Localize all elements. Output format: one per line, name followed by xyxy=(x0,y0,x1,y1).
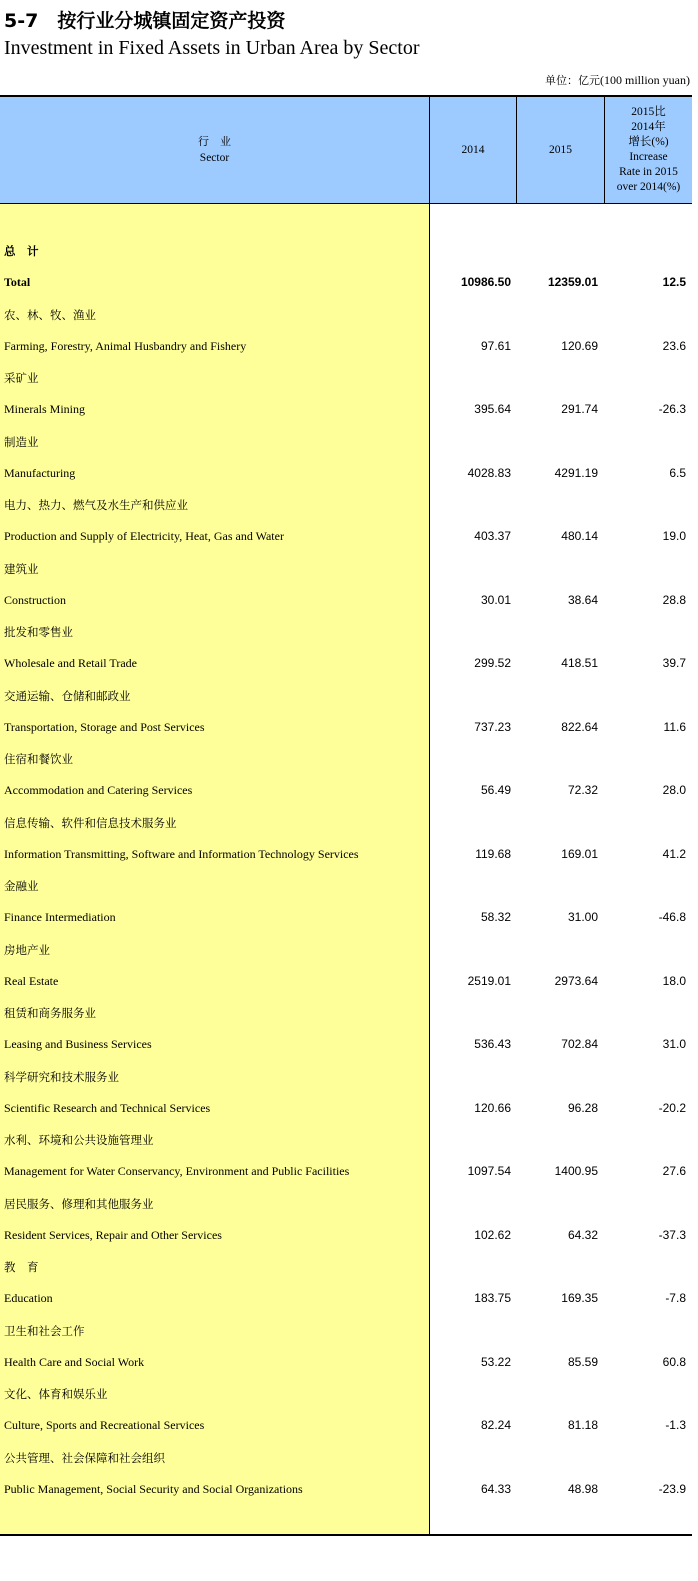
value-2014: 119.68 xyxy=(475,846,511,861)
value-2015: 72.32 xyxy=(567,783,598,797)
value-2015: 418.51 xyxy=(561,656,598,670)
sector-label-cn: 房地产业 xyxy=(4,942,50,957)
sector-label-en: Management for Water Conservancy, Environment and Public Facilities xyxy=(4,1164,350,1178)
value-2014: 82.24 xyxy=(480,1418,511,1432)
sector-label-cn: 信息传输、软件和信息技术服务业 xyxy=(4,815,177,830)
table-row xyxy=(0,844,692,866)
value-2014: 120.66 xyxy=(474,1100,511,1115)
value-2014: 536.43 xyxy=(474,1037,511,1051)
table-row xyxy=(0,463,692,485)
sector-label-cn: 文化、体育和娱乐业 xyxy=(4,1387,108,1401)
increase-rate: -46.8 xyxy=(658,910,686,924)
increase-rate: -37.3 xyxy=(658,1227,686,1242)
header-sector-cn: 行 业 xyxy=(198,135,231,148)
sector-row-cn xyxy=(0,1256,692,1278)
sector-label-cn: 电力、热力、燃气及水生产和供应业 xyxy=(4,498,188,512)
value-2015: 81.18 xyxy=(567,1418,598,1432)
value-2014: 395.64 xyxy=(474,402,511,416)
table-row xyxy=(0,399,692,421)
page-title-en: Investment in Fixed Assets in Urban Area by Sector xyxy=(4,37,420,59)
value-2015: 4291.19 xyxy=(554,465,598,480)
increase-rate: 60.8 xyxy=(662,1354,686,1369)
sector-row-cn xyxy=(0,875,692,897)
value-2015: 96.28 xyxy=(567,1100,598,1115)
increase-rate: -1.3 xyxy=(665,1418,686,1432)
table-row xyxy=(0,780,692,802)
increase-rate: 11.6 xyxy=(663,719,686,734)
table-row xyxy=(0,1034,692,1056)
sector-row-cn xyxy=(0,621,692,643)
table-row xyxy=(0,1098,692,1120)
sector-label-en: Minerals Mining xyxy=(4,402,85,416)
table-bottom-border xyxy=(0,1534,692,1536)
value-2014: 299.52 xyxy=(474,656,511,670)
value-2014: 2519.01 xyxy=(467,973,511,988)
increase-rate: 27.6 xyxy=(662,1164,686,1178)
sector-row-cn xyxy=(0,240,692,262)
increase-rate: 6.5 xyxy=(669,465,686,480)
sector-row-cn xyxy=(0,1383,692,1405)
unit-label-cn: 单位：亿元 xyxy=(545,74,600,87)
value-2014: 1097.54 xyxy=(467,1164,511,1178)
header-2014 xyxy=(430,97,516,203)
sector-row-cn xyxy=(0,1320,692,1342)
increase-rate: -23.9 xyxy=(658,1481,686,1496)
value-2015: 120.69 xyxy=(561,338,598,353)
value-2015: 48.98 xyxy=(567,1481,598,1496)
sector-label-cn: 制造业 xyxy=(4,434,39,449)
increase-rate: -7.8 xyxy=(665,1291,686,1305)
table-row xyxy=(0,1161,692,1183)
increase-rate: 18.0 xyxy=(662,973,686,988)
value-2014: 4028.83 xyxy=(467,465,511,480)
increase-rate: 28.8 xyxy=(662,592,686,607)
sector-row-cn xyxy=(0,1066,692,1088)
value-2014: 403.37 xyxy=(474,529,511,543)
table-row xyxy=(0,336,692,358)
sector-label-cn: 交通运输、仓储和邮政业 xyxy=(4,688,131,703)
sector-label-en: Leasing and Business Services xyxy=(4,1037,152,1051)
value-2015: 31.00 xyxy=(567,910,598,924)
value-2015: 291.74 xyxy=(561,402,598,416)
table-row xyxy=(0,717,692,739)
increase-rate: -20.2 xyxy=(658,1100,686,1115)
sector-label-cn: 采矿业 xyxy=(4,371,39,385)
value-2014: 737.23 xyxy=(474,719,511,734)
sector-row-cn xyxy=(0,939,692,961)
header-rate-line: 2015比 xyxy=(631,106,666,118)
sector-label-cn: 教 育 xyxy=(4,1260,39,1274)
sector-row-cn xyxy=(0,1002,692,1024)
value-2014: 30.01 xyxy=(480,592,511,607)
sector-label-en: Total xyxy=(4,275,31,289)
table-row xyxy=(0,1479,692,1501)
sector-row-cn xyxy=(0,494,692,516)
increase-rate: 12.5 xyxy=(662,275,686,289)
value-2014: 183.75 xyxy=(474,1291,511,1305)
sector-label-en: Finance Intermediation xyxy=(4,910,116,924)
increase-rate: 41.2 xyxy=(662,846,686,861)
table-row xyxy=(0,1225,692,1247)
header-rate xyxy=(605,97,692,203)
sector-row-cn xyxy=(0,1447,692,1469)
sector-label-en: Manufacturing xyxy=(4,465,76,480)
sector-row-cn xyxy=(0,431,692,453)
sector-row-cn xyxy=(0,812,692,834)
increase-rate: 31.0 xyxy=(662,1037,686,1051)
header-bottom-border xyxy=(0,203,692,204)
header-2015-label: 2015 xyxy=(549,144,572,156)
header-sector xyxy=(0,97,429,203)
increase-rate: 23.6 xyxy=(662,338,686,353)
sector-label-en: Production and Supply of Electricity, Heat, Gas and Water xyxy=(4,529,284,543)
value-2015: 2973.64 xyxy=(554,973,598,988)
sector-label-en: Information Transmitting, Software and Information Technology Services xyxy=(4,846,359,861)
sector-row-cn xyxy=(0,1129,692,1151)
value-2015: 85.59 xyxy=(567,1354,598,1369)
header-rate-line: 2014年 xyxy=(631,121,666,133)
increase-rate: -26.3 xyxy=(658,402,686,416)
sector-row-cn xyxy=(0,558,692,580)
sector-label-en: Culture, Sports and Recreational Services xyxy=(4,1418,205,1432)
increase-rate: 28.0 xyxy=(662,783,686,797)
sector-label-en: Education xyxy=(4,1291,53,1305)
value-2015: 1400.95 xyxy=(554,1164,598,1178)
header-rate-line: Increase xyxy=(629,151,668,163)
sector-label-en: Real Estate xyxy=(4,973,59,988)
sector-label-cn: 公共管理、社会保障和社会组织 xyxy=(4,1450,165,1465)
increase-rate: 19.0 xyxy=(662,529,686,543)
sector-label-cn: 居民服务、修理和其他服务业 xyxy=(4,1196,154,1211)
value-2014: 58.32 xyxy=(480,910,511,924)
value-2015: 169.35 xyxy=(561,1291,598,1305)
table-row xyxy=(0,590,692,612)
unit-label xyxy=(545,72,690,88)
header-2014-label: 2014 xyxy=(461,144,485,156)
sector-label-en: Transportation, Storage and Post Services xyxy=(4,719,205,734)
value-2014: 53.22 xyxy=(480,1354,511,1369)
table-row xyxy=(0,1352,692,1374)
header-sector-en: Sector xyxy=(199,152,230,164)
value-2015: 64.32 xyxy=(567,1227,598,1242)
value-2014: 10986.50 xyxy=(460,275,511,289)
sector-label-cn: 租赁和商务服务业 xyxy=(4,1006,96,1020)
table-row xyxy=(0,653,692,675)
value-2014: 64.33 xyxy=(480,1481,511,1496)
table-row xyxy=(0,272,692,294)
sector-label-cn: 金融业 xyxy=(4,879,39,893)
value-2015: 169.01 xyxy=(561,846,598,861)
sector-label-cn: 卫生和社会工作 xyxy=(4,1323,85,1338)
header-rate-line: 增长(%) xyxy=(628,136,669,148)
sector-label-en: Construction xyxy=(4,592,66,607)
sector-label-en: Public Management, Social Security and Social Organizations xyxy=(4,1481,303,1496)
sector-row-cn xyxy=(0,367,692,389)
sector-label-cn: 水利、环境和公共设施管理业 xyxy=(4,1133,154,1147)
table-row xyxy=(0,1288,692,1310)
sector-label-en: Scientific Research and Technical Services xyxy=(4,1100,211,1115)
sector-label-cn: 总 计 xyxy=(4,244,39,258)
unit-label-en: (100 million yuan) xyxy=(600,73,690,87)
page-title-cn: 5-7 按行业分城镇固定资产投资 xyxy=(4,10,286,32)
value-2015: 38.64 xyxy=(567,592,598,607)
sector-label-cn: 科学研究和技术服务业 xyxy=(4,1069,119,1084)
value-2014: 97.61 xyxy=(480,338,511,353)
sector-row-cn xyxy=(0,304,692,326)
sector-label-cn: 农、林、牧、渔业 xyxy=(4,307,96,322)
sector-row-cn xyxy=(0,1193,692,1215)
sector-label-en: Resident Services, Repair and Other Services xyxy=(4,1227,222,1242)
header-rate-line: over 2014(%) xyxy=(616,181,681,193)
value-2014: 56.49 xyxy=(480,783,511,797)
header-2015 xyxy=(517,97,604,203)
value-2015: 12359.01 xyxy=(547,275,598,289)
value-2015: 480.14 xyxy=(561,529,598,543)
sector-label-en: Health Care and Social Work xyxy=(4,1354,145,1369)
sector-label-cn: 住宿和餐饮业 xyxy=(4,752,73,766)
sector-label-en: Wholesale and Retail Trade xyxy=(4,656,137,670)
sector-row-cn xyxy=(0,748,692,770)
sector-label-en: Farming, Forestry, Animal Husbandry and Fishery xyxy=(4,338,247,353)
sector-label-en: Accommodation and Catering Services xyxy=(4,783,193,797)
table-row xyxy=(0,971,692,993)
table-row xyxy=(0,526,692,548)
header-rate-line: Rate in 2015 xyxy=(619,166,678,178)
increase-rate: 39.7 xyxy=(662,656,686,670)
sector-label-cn: 批发和零售业 xyxy=(4,625,73,639)
value-2015: 702.84 xyxy=(561,1037,598,1051)
sector-row-cn xyxy=(0,685,692,707)
table-row xyxy=(0,907,692,929)
sector-label-cn: 建筑业 xyxy=(4,561,39,576)
table-row xyxy=(0,1415,692,1437)
value-2014: 102.62 xyxy=(474,1227,511,1242)
value-2015: 822.64 xyxy=(561,719,598,734)
